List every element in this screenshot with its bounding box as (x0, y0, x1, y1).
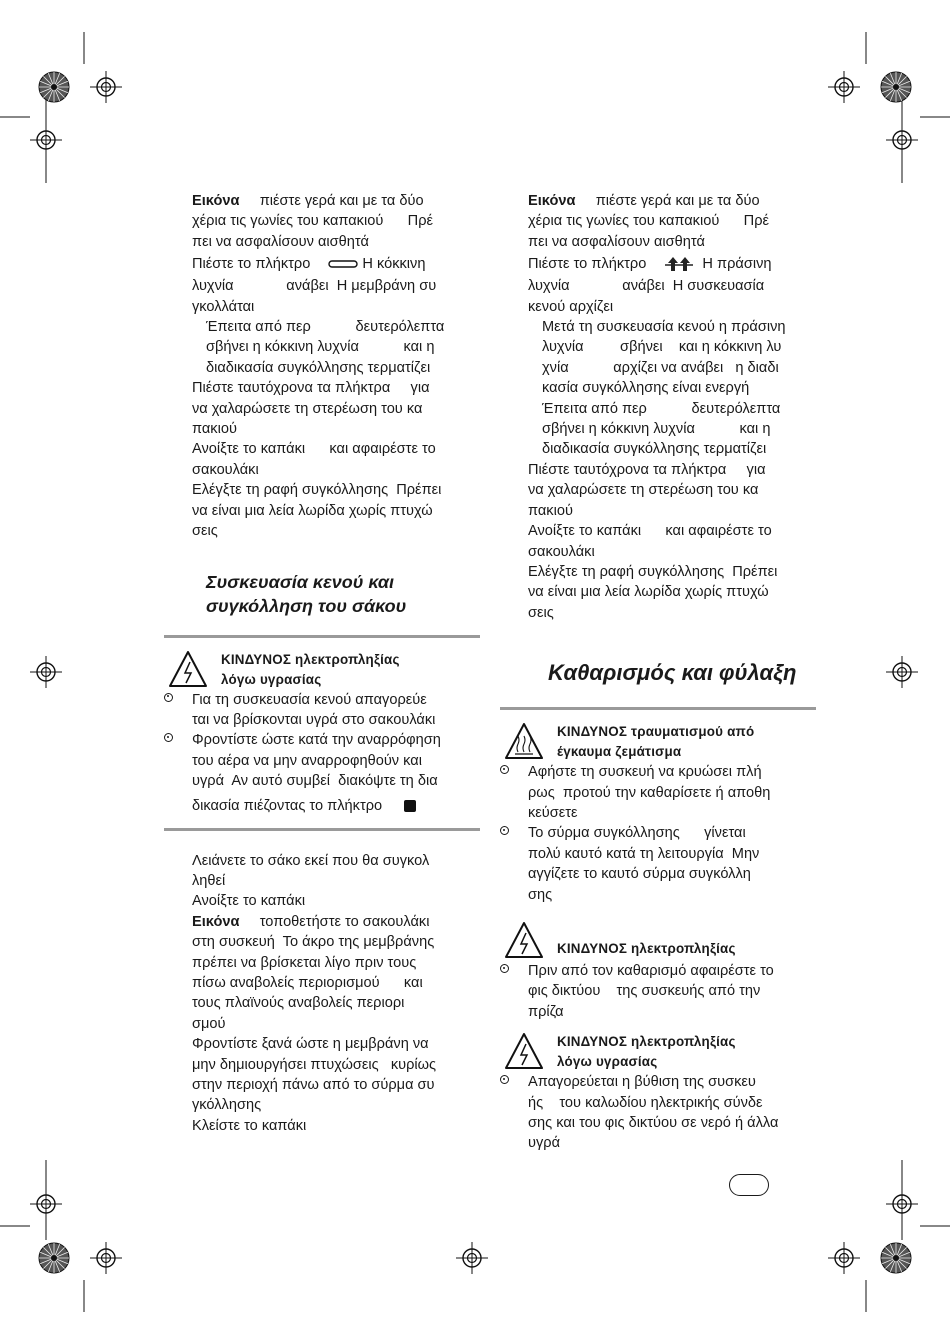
line-text: κεύσετε (528, 804, 578, 821)
line-text: σμού (192, 1015, 226, 1032)
line-text: πει να ασφαλίσουν αισθητά (528, 233, 705, 250)
warning-electric-humidity (164, 650, 480, 690)
line-text: στη συσκευή Το άκρο της μεμβράνης (192, 934, 435, 951)
bullet-text (528, 823, 816, 843)
text-line (192, 439, 480, 459)
text-line (192, 419, 480, 439)
line-text: του αέρα να μην αναρροφηθούν και (192, 752, 422, 769)
warning-bullets (500, 762, 816, 905)
warning-burn (500, 722, 816, 762)
bullet-text (192, 771, 480, 791)
text-line (192, 871, 480, 891)
line-text: Μετά τη συσκευασία κενού η πράσινη (542, 319, 786, 336)
line-text: πρέπει να βρίσκεται λίγο πριν τους (192, 954, 417, 971)
line-text: ται να βρίσκονται υγρά στο σακουλάκι (192, 711, 436, 728)
text-line (192, 1014, 480, 1034)
line-text: κασία συγκόλλησης είναι ενεργή (542, 380, 750, 397)
bullet-item (500, 762, 816, 823)
text-line (528, 276, 816, 296)
text-line (528, 521, 816, 541)
text-line (192, 1095, 480, 1115)
line-text: διαδικασία συγκόλλησης τερματίζει (206, 359, 431, 376)
line-text: αγγίζετε το καυτό σύρμα συγκόλλη (528, 866, 751, 883)
line-text: γκόλλησης (192, 1097, 262, 1114)
text-line (528, 211, 816, 231)
text-line (528, 501, 816, 521)
line-text: Πιέστε ταυτόχρονα τα πλήκτρα για (192, 380, 430, 397)
line-text: πακιού (528, 502, 573, 519)
instruction-block (500, 191, 816, 623)
line-text: Ελέγξτε τη ραφή συγκόλλησης Πρέπει (528, 563, 778, 580)
text-line (528, 603, 816, 623)
line-text: σακουλάκι (192, 461, 259, 478)
text-line (192, 521, 480, 541)
text-line (192, 993, 480, 1013)
bullet-text (528, 803, 816, 823)
warning-electric-humidity (500, 1032, 816, 1072)
text-line (192, 501, 480, 521)
line-text: Ελέγξτε τη ραφή συγκόλλησης Πρέπει (192, 482, 442, 499)
line-text: Έπειτα από περ δευτερόλεπτα (542, 400, 781, 417)
bullet-item (500, 1072, 816, 1154)
instruction-block (164, 851, 480, 1137)
line-text: σακουλάκι (528, 543, 595, 560)
line-text: σεις (528, 604, 554, 621)
warning-text: λόγω υγρασίας (221, 671, 322, 687)
bullet-text (528, 1072, 816, 1092)
line-text: σβήνει η κόκκινη λυχνία και η (206, 339, 435, 356)
line-text: κενού αρχίζει (528, 298, 614, 315)
left-column (164, 191, 480, 1136)
bullet-icon (500, 765, 509, 774)
line-text: Κλείστε το καπάκι (192, 1117, 307, 1134)
section-title: Καθαρισμός και φύλαξη (548, 660, 797, 686)
warning-text: ΚΙΝΔΥΝΟΣ ηλεκτροπληξίας (557, 940, 736, 956)
warning-text: ΚΙΝΔΥΝΟΣ ηλεκτροπληξίας (557, 1034, 736, 1050)
text-line (192, 276, 480, 296)
text-line (192, 191, 480, 211)
bullet-text (528, 961, 816, 981)
section-title: Συσκευασία κενού και (206, 571, 395, 592)
bullet-icon (500, 964, 509, 973)
line-text: Έπειτα από περ δευτερόλεπτα (206, 319, 445, 336)
line-text: σβήνει η κόκκινη λυχνία και η (542, 421, 771, 438)
text-line (192, 297, 480, 317)
text-line (192, 460, 480, 480)
line-text: λυχνία ανάβει Η συσκευασία (528, 278, 765, 295)
text-line (542, 419, 816, 439)
text-line (192, 891, 480, 911)
stop-key-icon (404, 800, 416, 812)
line-text: χέρια τις γωνίες του καπακιού Πρέ (528, 213, 769, 230)
line-text: ής του καλωδίου ηλεκτρικής σύνδε (528, 1094, 763, 1111)
text-line (192, 912, 480, 932)
line-text: στην περιοχή πάνω από το σύρμα συ (192, 1077, 435, 1093)
figure-reference: Εικόνα (192, 913, 240, 930)
text-line (192, 953, 480, 973)
line-text: χνία αρχίζει να ανάβει η διαδι (542, 359, 779, 376)
line-text: δικασία πιέζοντας το πλήκτρο (192, 797, 383, 814)
line-text: γκολλάται (192, 298, 255, 315)
bullet-text (192, 751, 480, 771)
line-text: Φροντίστε ξανά ώστε η μεμβράνη να (192, 1036, 429, 1053)
warning-text: ΚΙΝΔΥΝΟΣ ηλεκτροπληξίας (221, 651, 400, 667)
warning-bullets (164, 690, 480, 820)
text-line (192, 480, 480, 500)
line-text: πίσω αναβολείς περιορισμού και (192, 974, 423, 991)
line-text: υγρά Αν αυτό συμβεί διακόψτε τη δια (192, 773, 438, 790)
text-line (542, 337, 816, 357)
bullet-item (164, 690, 480, 731)
bullet-text (528, 762, 816, 782)
bullet-item (164, 730, 480, 819)
bullet-item (500, 961, 816, 1022)
bullet-text (192, 792, 480, 820)
text-line (528, 191, 816, 211)
text-line (192, 973, 480, 993)
hot-surface-warning-icon (504, 722, 544, 760)
line-text: φις δικτύου της συσκευής από την (528, 983, 761, 1000)
warning-bullets (500, 961, 816, 1022)
bullet-text (528, 1113, 816, 1133)
bullet-text (192, 730, 480, 750)
bullet-text (528, 783, 816, 803)
warning-text: έγκαυμα ζεμάτισμα (557, 744, 682, 760)
text-line (528, 562, 816, 582)
bullet-icon (164, 733, 173, 742)
line-text: λυχνία σβήνει και η κόκκινη λυ (542, 339, 782, 356)
line-text: χέρια τις γωνίες του καπακιού Πρέ (192, 213, 433, 230)
text-line (528, 542, 816, 562)
text-line (192, 932, 480, 952)
text-line (206, 358, 480, 378)
line-text: τους πλαϊνούς αναβολείς περιορι (192, 995, 405, 1012)
text-line (192, 232, 480, 252)
text-line (528, 460, 816, 480)
warning-text: ΚΙΝΔΥΝΟΣ τραυματισμού από (557, 724, 755, 740)
line-text: Ανοίξτε το καπάκι και αφαιρέστε το (192, 441, 436, 458)
line-text: Η κόκκινη (358, 256, 426, 273)
text-line (528, 582, 816, 602)
line-text: Ανοίξτε το καπάκι (192, 893, 306, 910)
text-line (542, 378, 816, 398)
bullet-text (192, 710, 480, 730)
line-text: να χαλαρώσετε τη στερέωση του κα (528, 482, 759, 499)
line-text: ρως προτού την καθαρίσετε ή αποθη (528, 784, 771, 801)
text-line (192, 252, 480, 276)
bullet-icon (500, 1075, 509, 1084)
electric-warning-icon (504, 1032, 544, 1070)
section-title-cont: συγκόλληση του σάκου (206, 595, 407, 616)
line-text: Η πράσινη (694, 256, 772, 273)
text-line (528, 252, 816, 276)
line-text: Πιέστε ταυτόχρονα τα πλήκτρα για (528, 461, 766, 478)
text-line (192, 378, 480, 398)
line-text: Αφήστε τη συσκευή να κρυώσει πλή (528, 764, 762, 781)
text-line (542, 358, 816, 378)
text-line (528, 480, 816, 500)
text-line (528, 297, 816, 317)
line-text: πιέστε γερά και με τα δύο (239, 193, 424, 209)
electric-warning-icon (504, 921, 544, 959)
line-text: διαδικασία συγκόλλησης τερματίζει (542, 441, 767, 458)
line-text: πακιού (192, 421, 237, 438)
bullet-text (528, 981, 816, 1001)
bullet-text (528, 844, 816, 864)
text-line (192, 851, 480, 871)
text-line (528, 232, 816, 252)
text-line (192, 211, 480, 231)
seal-key-icon (328, 259, 358, 269)
figure-reference: Εικόνα (192, 193, 240, 209)
text-line (542, 399, 816, 419)
line-text: λυχνία ανάβει Η μεμβράνη συ (192, 278, 437, 295)
line-text: σης και του φις δικτύου σε νερό ή άλλα (528, 1115, 779, 1131)
bullet-icon (500, 826, 509, 835)
figure-reference: Εικόνα (528, 193, 576, 209)
instruction-block (164, 191, 480, 542)
warning-electric (500, 921, 816, 961)
text-line (542, 317, 816, 337)
bullet-text (192, 690, 480, 710)
text-line (206, 317, 480, 337)
line-text: πρίζα (528, 1003, 564, 1020)
line-text: Φροντίστε ώστε κατά την αναρρόφηση (192, 732, 441, 749)
line-text: πολύ καυτό κατά τη λειτουργία Μην (528, 845, 760, 862)
line-text: να χαλαρώσετε τη στερέωση του κα (192, 400, 423, 417)
line-text: Απαγορεύεται η βύθιση της συσκευ (528, 1074, 756, 1091)
line-text: Πριν από τον καθαρισμό αφαιρέστε το (528, 962, 774, 979)
text-line (192, 399, 480, 419)
page-number-badge (729, 1174, 769, 1196)
warning-text: λόγω υγρασίας (557, 1054, 658, 1070)
line-text: Το σύρμα συγκόλλησης γίνεται (528, 825, 746, 842)
text-line (192, 1034, 480, 1054)
electric-warning-icon (168, 650, 208, 688)
text-line (192, 1116, 480, 1136)
bullet-text (528, 1093, 816, 1113)
bullet-text (528, 864, 816, 884)
line-text: πιέστε γερά και με τα δύο (575, 193, 760, 209)
text-line (192, 1055, 480, 1075)
text-line (192, 1075, 480, 1095)
bullet-icon (164, 693, 173, 702)
vacuum-key-icon (664, 255, 694, 273)
line-text: Πιέστε το πλήκτρο (528, 256, 647, 273)
line-text: Για τη συσκευασία κενού απαγορεύε (192, 691, 427, 708)
line-text: να είναι μια λεία λωρίδα χωρίς πτυχώ (192, 502, 433, 519)
text-line (542, 439, 816, 459)
bullet-text (528, 885, 816, 905)
bullet-item (500, 823, 816, 905)
line-text: να είναι μια λεία λωρίδα χωρίς πτυχώ (528, 584, 769, 601)
line-text: μην δημιουργήσει πτυχώσεις κυρίως (192, 1056, 437, 1073)
line-text: σεις (192, 523, 218, 540)
right-column (500, 191, 816, 1154)
bullet-text (528, 1133, 816, 1153)
line-text: Πιέστε το πλήκτρο (192, 256, 311, 273)
line-text: Ανοίξτε το καπάκι και αφαιρέστε το (528, 523, 772, 540)
line-text: Λειάνετε το σάκο εκεί που θα συγκολ (192, 852, 430, 869)
line-text: σης (528, 886, 553, 903)
line-text: τοποθετήστε το σακουλάκι (259, 913, 430, 930)
text-line (206, 337, 480, 357)
line-text: ληθεί (192, 872, 226, 889)
line-text: πει να ασφαλίσουν αισθητά (192, 233, 369, 250)
bullet-text (528, 1002, 816, 1022)
warning-bullets (500, 1072, 816, 1154)
line-text: υγρά (528, 1135, 561, 1152)
